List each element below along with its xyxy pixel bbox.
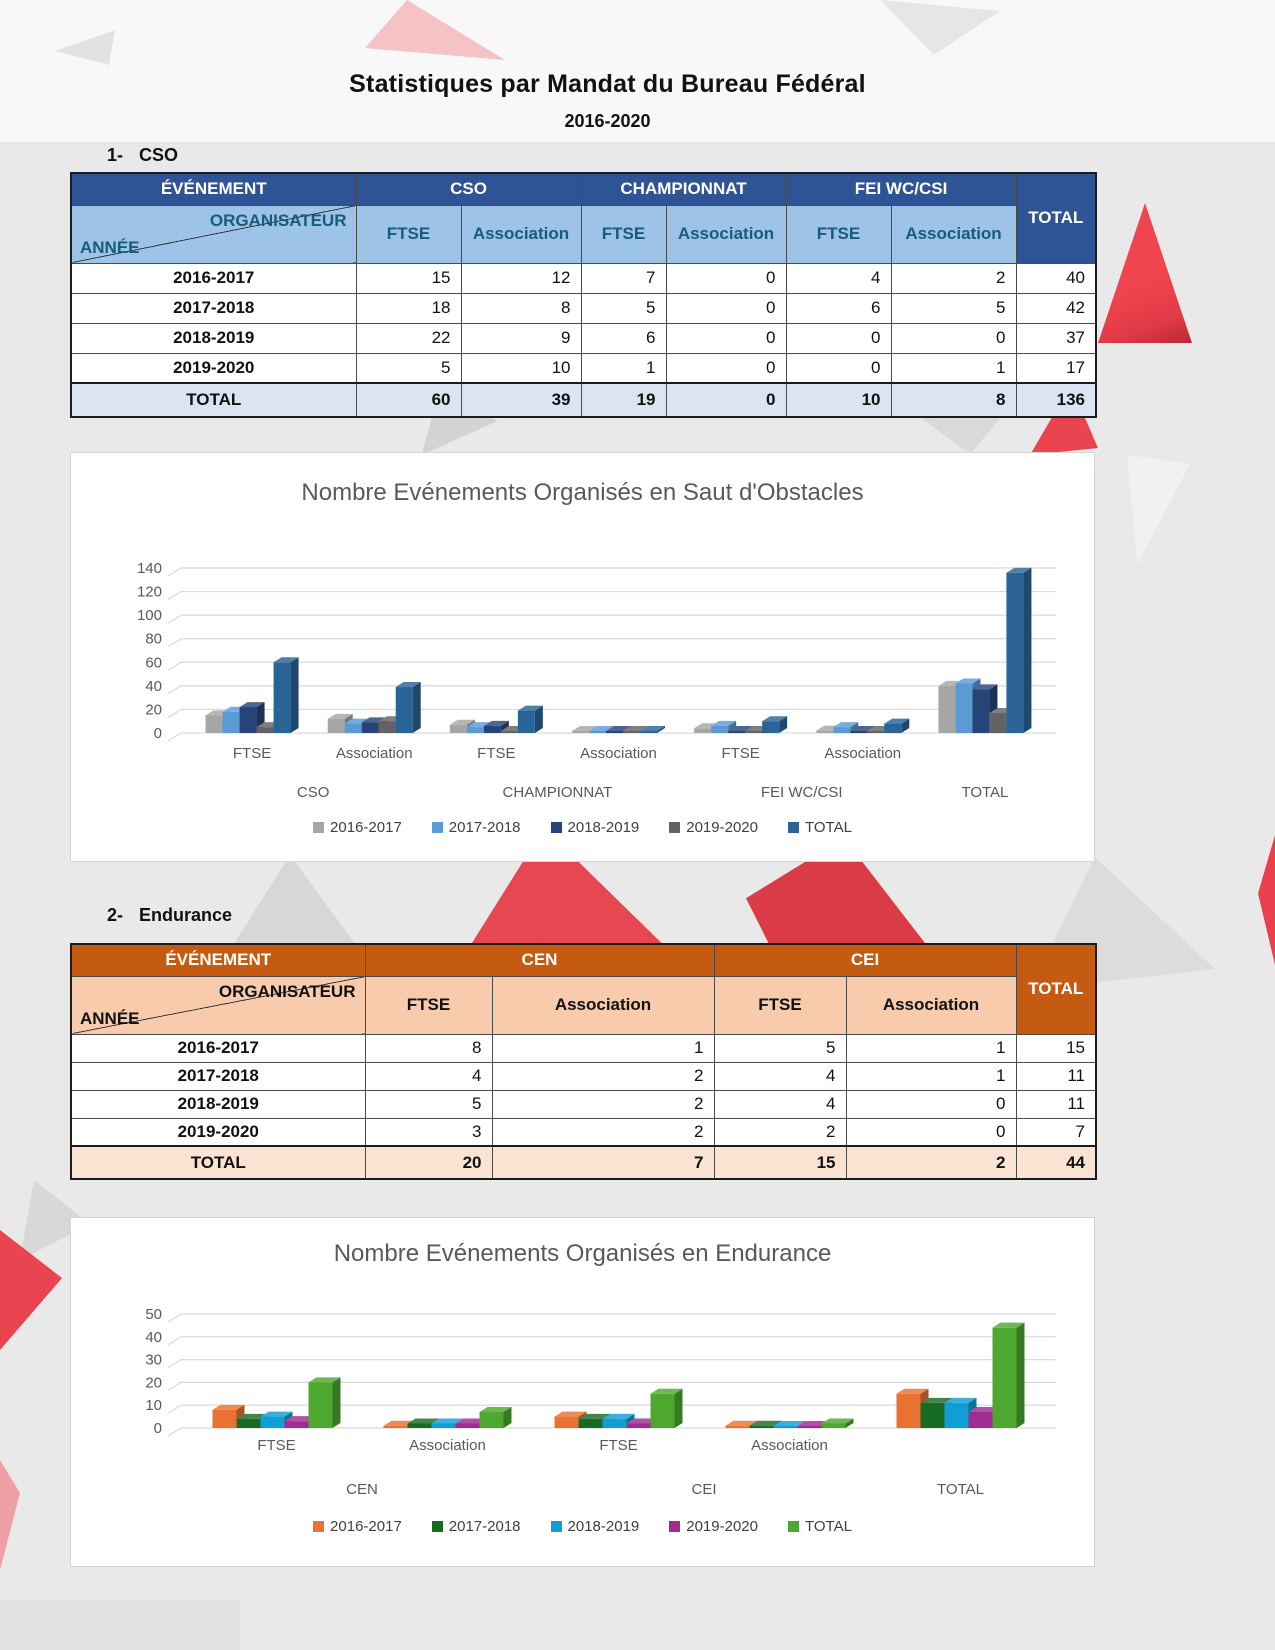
row-label-cell: TOTAL [71, 1146, 365, 1179]
y-axis-tick-label: 50 [145, 1306, 162, 1323]
row-label-cell: 2016-2017 [71, 263, 356, 293]
table-cell: 42 [1016, 293, 1096, 323]
table-cell: 11 [1016, 1062, 1096, 1090]
table-cell: 11 [1016, 1090, 1096, 1118]
bar [396, 682, 421, 733]
table-cell: 22 [356, 323, 461, 353]
legend-label: 2019-2020 [686, 819, 758, 836]
legend-item [313, 1518, 402, 1535]
endurance-table-container [70, 943, 1095, 1180]
category-label: Association [409, 1437, 486, 1454]
bar [762, 716, 787, 733]
group-header-cell: CEN [365, 944, 714, 976]
table-cell: 18 [356, 293, 461, 323]
bar [884, 719, 909, 733]
table-cell: 0 [846, 1090, 1016, 1118]
table-cell: 12 [461, 263, 581, 293]
legend-swatch [432, 822, 443, 833]
bar [993, 1323, 1025, 1428]
category-label: FTSE [599, 1437, 638, 1454]
endurance-chart-title: Nombre Evénements Organisés en Endurance [333, 1240, 832, 1267]
diagonal-corner-cell [71, 976, 365, 1034]
table-cell: 44 [1016, 1146, 1096, 1179]
legend-label: TOTAL [804, 819, 852, 836]
legend-label: 2016-2017 [330, 819, 402, 836]
table-cell: 0 [891, 323, 1016, 353]
table-cell: 17 [1016, 353, 1096, 383]
table-cell: 0 [666, 353, 786, 383]
category-label: FTSE [257, 1437, 296, 1454]
stats-table [70, 172, 1097, 418]
table-cell: 136 [1016, 383, 1096, 417]
legend-swatch [313, 1521, 324, 1532]
y-axis-tick-label: 40 [145, 677, 162, 695]
bar [518, 706, 543, 733]
total-header-cell: TOTAL [1016, 173, 1096, 263]
section-label: Endurance [139, 905, 233, 925]
subheader-cell: FTSE [714, 976, 846, 1034]
table-cell: 2 [492, 1118, 714, 1146]
cso-table-container [70, 172, 1095, 418]
legend-swatch [788, 1521, 799, 1532]
table-cell: 3 [365, 1118, 492, 1146]
corner-top-label: ORGANISATEUR [218, 981, 356, 1001]
table-total-row [71, 1146, 1096, 1179]
table-cell: 4 [714, 1090, 846, 1118]
subheader-cell: Association [492, 976, 714, 1034]
subheader-cell: Association [666, 205, 786, 263]
table-cell: 5 [365, 1090, 492, 1118]
subheader-cell: FTSE [786, 205, 891, 263]
bar [822, 1418, 854, 1428]
legend-swatch [313, 822, 324, 833]
table-cell: 1 [846, 1034, 1016, 1062]
y-axis-tick-label: 80 [145, 630, 162, 648]
category-label: Association [824, 745, 902, 762]
table-row [71, 1090, 1096, 1118]
table-cell: 19 [581, 383, 666, 417]
table-cell: 8 [461, 293, 581, 323]
row-label-cell: 2018-2019 [71, 1090, 365, 1118]
category-group-label: TOTAL [961, 784, 1009, 801]
legend-item [669, 819, 758, 836]
table-cell: 4 [714, 1062, 846, 1090]
category-group-label: CSO [296, 784, 330, 801]
cso-chart-panel [70, 452, 1095, 862]
table-cell: 15 [714, 1146, 846, 1179]
table-cell: 5 [581, 293, 666, 323]
event-header-cell: ÉVÉNEMENT [71, 944, 365, 976]
table-cell: 10 [461, 353, 581, 383]
total-header-cell: TOTAL [1016, 944, 1096, 1034]
category-label: Association [580, 745, 657, 762]
subheader-cell: FTSE [356, 205, 461, 263]
page-subtitle: 2016-2020 [564, 111, 651, 131]
row-label-cell: 2018-2019 [71, 323, 356, 353]
legend-label: 2017-2018 [448, 819, 521, 836]
y-axis-tick-label: 60 [145, 654, 162, 672]
subheader-cell: Association [461, 205, 581, 263]
table-subheader-row [71, 976, 1096, 1034]
cso-chart-title: Nombre Evénements Organisés en Saut d'Obstacles [301, 479, 864, 506]
table-cell: 1 [891, 353, 1016, 383]
page-title: Statistiques par Mandat du Bureau Fédéral [349, 70, 866, 98]
table-cell: 60 [356, 383, 461, 417]
table-subheader-row [71, 205, 1096, 263]
legend-label: 2017-2018 [448, 1518, 521, 1535]
table-cell: 9 [461, 323, 581, 353]
category-label: Association [751, 1437, 828, 1454]
bar [274, 657, 299, 733]
diagonal-corner-cell [71, 205, 356, 263]
category-label: FTSE [721, 745, 760, 762]
bar [309, 1377, 341, 1428]
table-cell: 7 [1016, 1118, 1096, 1146]
cso-chart-legend [71, 819, 1094, 836]
table-cell: 15 [1016, 1034, 1096, 1062]
section-number: 1- [107, 145, 124, 165]
table-cell: 1 [846, 1062, 1016, 1090]
legend-label: 2016-2017 [330, 1518, 402, 1535]
bar [480, 1407, 512, 1428]
endurance-chart-panel [70, 1217, 1095, 1567]
legend-swatch [551, 822, 562, 833]
group-header-cell: CHAMPIONNAT [581, 173, 786, 205]
y-axis-tick-label: 100 [136, 607, 162, 625]
legend-item [313, 819, 402, 836]
table-header-row [71, 173, 1096, 205]
row-label-cell: 2019-2020 [71, 353, 356, 383]
y-axis-tick-label: 20 [145, 701, 162, 719]
table-cell: 1 [581, 353, 666, 383]
table-cell: 1 [492, 1034, 714, 1062]
table-row [71, 293, 1096, 323]
legend-item [551, 819, 640, 836]
table-cell: 20 [365, 1146, 492, 1179]
table-row [71, 263, 1096, 293]
table-cell: 8 [365, 1034, 492, 1062]
row-label-cell: 2016-2017 [71, 1034, 365, 1062]
legend-item [669, 1518, 758, 1535]
table-row [71, 353, 1096, 383]
table-row [71, 1062, 1096, 1090]
table-cell: 0 [846, 1118, 1016, 1146]
legend-item [788, 1518, 852, 1535]
y-axis-tick-label: 30 [145, 1351, 162, 1369]
category-label: FTSE [477, 745, 516, 762]
y-axis-tick-label: 20 [145, 1374, 162, 1392]
category-group-label: TOTAL [937, 1481, 984, 1498]
stats-table [70, 943, 1097, 1180]
legend-label: 2018-2019 [567, 1518, 640, 1535]
row-label-cell: 2017-2018 [71, 1062, 365, 1090]
legend-swatch [669, 822, 680, 833]
bar [1006, 568, 1031, 733]
group-header-cell: FEI WC/CSI [786, 173, 1016, 205]
event-header-cell: ÉVÉNEMENT [71, 173, 356, 205]
subheader-cell: Association [891, 205, 1016, 263]
bar [651, 1389, 683, 1428]
bars [206, 568, 1032, 733]
section-number: 2- [107, 905, 124, 925]
table-row [71, 1118, 1096, 1146]
subheader-cell: FTSE [365, 976, 492, 1034]
subheader-cell: FTSE [581, 205, 666, 263]
category-group-label: CHAMPIONNAT [502, 784, 613, 801]
y-axis-tick-label: 120 [136, 583, 162, 601]
table-cell: 0 [666, 383, 786, 417]
legend-item [551, 1518, 640, 1535]
section-label: CSO [139, 145, 179, 165]
endurance-chart [71, 1218, 1096, 1568]
corner-top-label: ORGANISATEUR [209, 210, 347, 230]
table-cell: 5 [714, 1034, 846, 1062]
table-cell: 37 [1016, 323, 1096, 353]
cso-chart [71, 453, 1096, 863]
legend-swatch [551, 1521, 562, 1532]
table-cell: 4 [365, 1062, 492, 1090]
category-group-label: FEI WC/CSI [760, 784, 843, 801]
category-group-label: CEN [346, 1481, 378, 1498]
table-cell: 2 [891, 263, 1016, 293]
table-cell: 2 [492, 1062, 714, 1090]
table-cell: 0 [666, 323, 786, 353]
section-heading-cso [107, 145, 178, 166]
table-cell: 7 [581, 263, 666, 293]
table-row [71, 323, 1096, 353]
table-row [71, 1034, 1096, 1062]
table-cell: 2 [492, 1090, 714, 1118]
table-cell: 8 [891, 383, 1016, 417]
table-cell: 5 [356, 353, 461, 383]
table-total-row [71, 383, 1096, 417]
category-label: FTSE [232, 745, 272, 762]
table-cell: 10 [786, 383, 891, 417]
corner-bottom-label: ANNÉE [80, 237, 140, 257]
y-axis-tick-label: 40 [145, 1328, 162, 1346]
table-cell: 5 [891, 293, 1016, 323]
legend-item [788, 819, 852, 836]
table-cell: 39 [461, 383, 581, 417]
document-header [95, 70, 1120, 132]
bars [213, 1323, 1025, 1428]
row-label-cell: 2019-2020 [71, 1118, 365, 1146]
subheader-cell: Association [846, 976, 1016, 1034]
legend-swatch [669, 1521, 680, 1532]
table-cell: 0 [786, 353, 891, 383]
legend-label: 2019-2020 [686, 1518, 758, 1535]
table-cell: 6 [581, 323, 666, 353]
table-cell: 0 [786, 323, 891, 353]
y-axis-tick-label: 0 [153, 725, 162, 742]
table-cell: 0 [666, 263, 786, 293]
corner-bottom-label: ANNÉE [80, 1008, 140, 1028]
endurance-chart-legend [71, 1518, 1094, 1535]
section-heading-endurance [107, 905, 232, 926]
legend-swatch [788, 822, 799, 833]
legend-item [432, 1518, 521, 1535]
legend-item [432, 819, 521, 836]
row-label-cell: 2017-2018 [71, 293, 356, 323]
table-header-row [71, 944, 1096, 976]
group-header-cell: CEI [714, 944, 1016, 976]
table-cell: 6 [786, 293, 891, 323]
y-axis-tick-label: 140 [136, 560, 162, 577]
table-cell: 4 [786, 263, 891, 293]
category-label: Association [335, 745, 413, 762]
table-cell: 15 [356, 263, 461, 293]
y-axis-tick-label: 10 [145, 1397, 162, 1415]
row-label-cell: TOTAL [71, 383, 356, 417]
y-axis-tick-label: 0 [153, 1420, 162, 1437]
legend-swatch [432, 1521, 443, 1532]
legend-label: 2018-2019 [567, 819, 640, 836]
table-cell: 40 [1016, 263, 1096, 293]
table-cell: 2 [846, 1146, 1016, 1179]
group-header-cell: CSO [356, 173, 581, 205]
table-cell: 2 [714, 1118, 846, 1146]
gridlines [168, 568, 1056, 741]
table-cell: 7 [492, 1146, 714, 1179]
category-group-label: CEI [691, 1481, 717, 1498]
legend-label: TOTAL [804, 1518, 852, 1535]
table-cell: 0 [666, 293, 786, 323]
